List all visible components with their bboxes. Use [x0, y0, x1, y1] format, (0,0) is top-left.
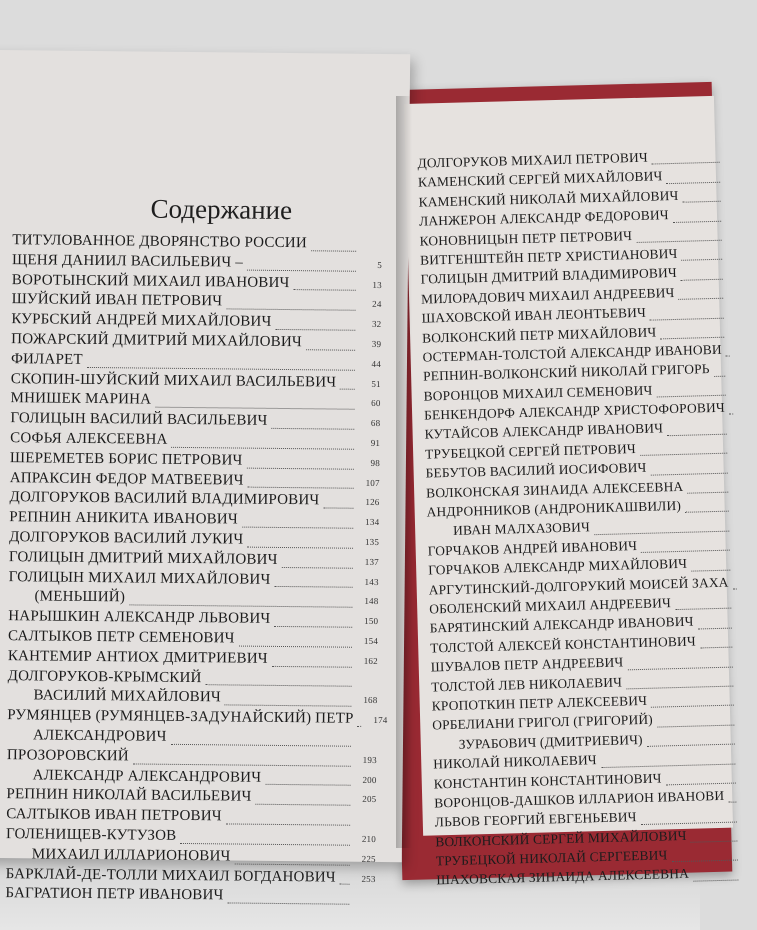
toc-page-number: 98: [370, 457, 380, 468]
toc-leader-dots: [627, 665, 732, 670]
toc-leader-dots: [255, 803, 350, 806]
toc-leader-dots: [594, 529, 729, 535]
toc-entry-title: ОРБЕЛИАНИ ГРИГОЛ (ГРИГОРИЙ): [432, 712, 654, 733]
toc-leader-dots: [698, 626, 732, 629]
toc-page-number: 91: [370, 437, 381, 448]
toc-leader-dots: [728, 801, 736, 803]
toc-entry-title: БАРЯТИНСКИЙ АЛЕКСАНДР ИВАНОВИЧ: [429, 613, 694, 636]
toc-entry-title: БЕБУТОВ ВАСИЛИЙ ИОСИФОВИЧ: [425, 460, 647, 481]
toc-entry-title: АЛЕКСАНДР АЛЕКСАНДРОВИЧ: [32, 766, 262, 786]
toc-left: [5, 232, 388, 909]
toc-page-number: 5: [377, 259, 383, 270]
toc-entry-title: ВОРОНЦОВ МИХАИЛ СЕМЕНОВИЧ: [423, 382, 653, 404]
toc-leader-dots: [87, 366, 355, 371]
toc-entry-title: КАМЕНСКИЙ СЕРГЕЙ МИХАЙЛОВИЧ: [417, 168, 663, 191]
toc-page-number: 51: [371, 378, 381, 389]
toc-leader-dots: [247, 268, 356, 271]
toc-entry-title: ГОЛИЦЫН ДМИТРИЙ МИХАЙЛОВИЧ: [8, 548, 278, 568]
toc-leader-dots: [311, 249, 356, 251]
toc-leader-dots: [272, 664, 352, 667]
toc-leader-dots: [666, 781, 736, 785]
toc-page-number: 39: [371, 338, 382, 350]
toc-leader-dots: [265, 783, 350, 786]
toc-entry-title: АПРАКСИН ФЕДОР МАТВЕЕВИЧ: [9, 469, 244, 489]
toc-entry-title: ШАХОВСКАЯ ЗИНАИДА АЛЕКСЕЕВНА: [436, 866, 690, 888]
toc-page-number: 154: [363, 635, 379, 646]
toc-leader-dots: [242, 526, 354, 529]
toc-entry-title: КОНОВНИЦЫН ПЕТР ПЕТРОВИЧ: [419, 227, 633, 249]
toc-page-number: 68: [370, 418, 381, 429]
toc-entry-title: ВОЛКОНСКИЙ СЕРГЕЙ МИХАЙЛОВИЧ: [435, 827, 687, 850]
toc-entry-title: БАГРАТИОН ПЕТР ИВАНОВИЧ: [5, 885, 224, 904]
toc-entry-title: КОНСТАНТИН КОНСТАНТИНОВИЧ: [433, 769, 662, 791]
toc-leader-dots: [660, 336, 724, 340]
toc-leader-dots: [657, 723, 734, 727]
toc-leader-dots: [714, 374, 725, 376]
toc-entry-title: КУРБСКИЙ АНДРЕЙ МИХАЙЛОВИЧ: [11, 311, 272, 331]
toc-leader-dots: [667, 433, 727, 437]
toc-entry-title: ТРУБЕЦКОЙ СЕРГЕЙ ПЕТРОВИЧ: [424, 440, 637, 462]
toc-entry-title: ДОЛГОРУКОВ ВАСИЛИЙ ВЛАДИМИРОВИЧ: [9, 489, 320, 509]
toc-entry-title: ЛЬВОВ ГЕОРГИЙ ЕВГЕНЬЕВИЧ: [434, 809, 637, 830]
toc-leader-dots: [293, 288, 355, 291]
toc-leader-dots: [155, 406, 354, 410]
toc-entry-title: БЕНКЕНДОРФ АЛЕКСАНДР ХРИСТОФОРОВИЧ: [423, 399, 725, 423]
toc-leader-dots: [206, 684, 352, 688]
toc-leader-dots: [275, 328, 355, 331]
toc-leader-dots: [227, 902, 349, 905]
toc-entry-title: ГОРЧАКОВ АЛЕКСАНДР МИХАЙЛОВИЧ: [428, 555, 688, 578]
toc-entry-title: НАРЫШКИН АЛЕКСАНДР ЛЬВОВИЧ: [8, 608, 271, 628]
toc-leader-dots: [693, 878, 738, 881]
toc-entry-title: ВАСИЛИЙ МИХАЙЛОВИЧ: [33, 687, 221, 706]
toc-page-number: 200: [362, 774, 377, 785]
toc-leader-dots: [626, 685, 733, 690]
toc-entry-title: ГОЛЕНИЩЕВ-КУТУЗОВ: [5, 826, 177, 844]
toc-entry-title: МНИШЕК МАРИНА: [10, 390, 152, 408]
toc-leader-dots: [650, 316, 724, 320]
toc-page-number: 174: [373, 715, 388, 726]
toc-leader-dots: [729, 413, 733, 415]
toc-entry-title: АНДРОННИКОВ (АНДРОНИКАШВИЛИ): [426, 497, 682, 520]
toc-entry-title: РЕПНИН НИКОЛАЙ ВАСИЛЬЕВИЧ: [6, 786, 252, 805]
toc-leader-dots: [641, 820, 737, 825]
toc-leader-dots: [651, 471, 728, 475]
toc-entry-title: ГОЛИЦЫН ДМИТРИЙ ВЛАДИМИРОВИЧ: [420, 265, 678, 287]
toc-entry-title: ВОЛКОНСКАЯ ЗИНАИДА АЛЕКСЕЕВНА: [425, 478, 684, 501]
toc-leader-dots: [700, 646, 732, 649]
toc-leader-dots: [675, 607, 731, 610]
toc-entry-title: ЗУРАБОВИЧ (ДМИТРИЕВИЧ): [458, 731, 643, 752]
toc-entry: [5, 885, 375, 909]
toc-entry-title: АЛЕКСАНДРОВИЧ: [32, 727, 167, 745]
toc-leader-dots: [172, 446, 355, 450]
toc-page-number: 13: [372, 279, 382, 290]
toc-entry-title: ОСТЕРМАН-ТОЛСТОЙ АЛЕКСАНДР ИВАНОВИ: [422, 341, 722, 365]
toc-leader-dots: [306, 348, 355, 351]
toc-page-number: 44: [371, 358, 382, 369]
toc-page-number: 210: [361, 833, 377, 844]
toc-entry-title: ПРОЗОРОВСКИЙ: [6, 746, 129, 765]
toc-leader-dots: [234, 862, 349, 865]
toc-leader-dots: [271, 427, 354, 430]
toc-entry-title: КАМЕНСКИЙ НИКОЛАЙ МИХАЙЛОВИЧ: [418, 187, 679, 210]
toc-leader-dots: [282, 566, 353, 569]
toc-leader-dots: [657, 394, 726, 398]
toc-page-number: 193: [362, 754, 377, 765]
toc-leader-dots: [679, 297, 724, 300]
toc-leader-dots: [133, 762, 351, 766]
toc-leader-dots: [225, 704, 352, 707]
toc-entry-title: АРГУТИНСКИЙ-ДОЛГОРУКИЙ МОИСЕЙ ЗАХА: [428, 574, 729, 598]
toc-leader-dots: [681, 277, 723, 280]
toc-leader-dots: [687, 491, 728, 494]
toc-leader-dots: [647, 743, 735, 747]
toc-entry-title: РЕПНИН-ВОЛКОНСКИЙ НИКОЛАЙ ГРИГОРЬ: [422, 361, 710, 384]
toc-entry-title: ЛАНЖЕРОН АЛЕКСАНДР ФЕДОРОВИЧ: [418, 207, 669, 229]
toc-entry-title: ВОРОТЫНСКИЙ МИХАИЛ ИВАНОВИЧ: [11, 271, 290, 291]
toc-entry-title: МИЛОРАДОВИЧ МИХАИЛ АНДРЕЕВИЧ: [420, 284, 675, 307]
toc-leader-dots: [226, 308, 355, 311]
toc-entry-title: САЛТЫКОВ ПЕТР СЕМЕНОВИЧ: [8, 628, 235, 647]
book-gutter: [396, 96, 412, 848]
toc-entry-title: ФИЛАРЕТ: [10, 350, 83, 368]
toc-page-number: 168: [363, 695, 378, 706]
toc-entry-title: РУМЯНЦЕВ (РУМЯНЦЕВ-ЗАДУНАЙСКИЙ) ПЕТР: [7, 707, 354, 727]
toc-leader-dots: [685, 510, 729, 513]
toc-right: [417, 147, 756, 892]
toc-page-number: 143: [364, 576, 379, 587]
toc-leader-dots: [651, 704, 734, 708]
toc-entry-title: ГОЛИЦЫН ВАСИЛИЙ ВАСИЛЬЕВИЧ: [10, 410, 268, 430]
left-page: [0, 50, 410, 904]
toc-leader-dots: [247, 545, 353, 548]
toc-page-number: 148: [364, 596, 379, 607]
toc-entry-title: ШЕРЕМЕТЕВ БОРИС ПЕТРОВИЧ: [9, 449, 243, 469]
toc-entry-title: ГОРЧАКОВ АНДРЕЙ ИВАНОВИЧ: [427, 537, 638, 559]
toc-entry-title: ШУВАЛОВ ПЕТР АНДРЕЕВИЧ: [430, 654, 624, 675]
toc-leader-dots: [248, 486, 354, 489]
toc-entry-title: (МЕНЬШИЙ): [34, 588, 126, 606]
toc-leader-dots: [733, 587, 737, 589]
toc-page-number: 126: [365, 497, 380, 508]
toc-entry-title: ТИТУЛОВАННОЕ ДВОРЯНСТВО РОССИИ: [12, 232, 307, 252]
toc-entry-title: КАНТЕМИР АНТИОХ ДМИТРИЕВИЧ: [7, 647, 268, 667]
toc-page-number: 150: [364, 615, 379, 627]
page-title: Содержание: [150, 193, 293, 226]
toc-entry-title: ДОЛГОРУКОВ-КРЫМСКИЙ: [7, 667, 202, 686]
toc-leader-dots: [726, 355, 730, 357]
toc-leader-dots: [274, 625, 352, 628]
toc-leader-dots: [667, 181, 721, 184]
toc-entry-title: САЛТЫКОВ ИВАН ПЕТРОВИЧ: [6, 806, 222, 825]
toc-leader-dots: [601, 762, 736, 768]
toc-entry-title: СКОПИН-ШУЙСКИЙ МИХАИЛ ВАСИЛЬЕВИЧ: [10, 370, 337, 391]
toc-entry-title: ВОРОНЦОВ-ДАШКОВ ИЛЛАРИОН ИВАНОВИ: [434, 787, 725, 811]
toc-entry-title: ВИТГЕНШТЕЙН ПЕТР ХРИСТИАНОВИЧ: [419, 245, 678, 268]
toc-leader-dots: [672, 859, 738, 863]
toc-entry-title: ОБОЛЕНСКИЙ МИХАИЛ АНДРЕЕВИЧ: [429, 595, 672, 617]
toc-leader-dots: [640, 452, 727, 456]
toc-page-number: 137: [364, 556, 379, 567]
toc-entry-title: ГОЛИЦЫН МИХАИЛ МИХАЙЛОВИЧ: [8, 568, 271, 588]
toc-leader-dots: [641, 549, 730, 553]
toc-entry-title: ШАХОВСКОЙ ИВАН ЛЕОНТЬЕВИЧ: [421, 304, 647, 326]
toc-entry-title: ТОЛСТОЙ АЛЕКСЕЙ КОНСТАНТИНОВИЧ: [430, 633, 696, 656]
toc-leader-dots: [129, 604, 352, 608]
toc-entry-title: ДОЛГОРУКОВ ВАСИЛИЙ ЛУКИЧ: [9, 529, 244, 548]
toc-entry-title: ТРУБЕЦКОЙ НИКОЛАЙ СЕРГЕЕВИЧ: [435, 847, 668, 869]
toc-entry-title: КУТАЙСОВ АЛЕКСАНДР ИВАНОВИЧ: [424, 420, 664, 443]
toc-leader-dots: [239, 644, 353, 647]
toc-entry-title: ДОЛГОРУКОВ МИХАИЛ ПЕТРОВИЧ: [417, 149, 648, 171]
toc-page-number: 162: [363, 655, 378, 666]
toc-page-number: 32: [371, 319, 382, 330]
toc-entry-title: КРОПОТКИН ПЕТР АЛЕКСЕЕВИЧ: [431, 692, 648, 714]
toc-leader-dots: [246, 466, 353, 469]
toc-leader-dots: [691, 568, 730, 571]
toc-page-number: 253: [361, 873, 376, 884]
toc-entry-title: СОФЬЯ АЛЕКСЕЕВНА: [10, 430, 168, 448]
toc-entry-title: ВОЛКОНСКИЙ ПЕТР МИХАЙЛОВИЧ: [421, 323, 657, 346]
toc-entry-title: РЕПНИН АНИКИТА ИВАНОВИЧ: [9, 509, 238, 528]
toc-leader-dots: [652, 161, 720, 165]
toc-entry-title: ЩЕНЯ ДАНИИЛ ВАСИЛЬЕВИЧ –: [11, 251, 244, 271]
toc-leader-dots: [683, 200, 721, 203]
toc-leader-dots: [357, 725, 361, 727]
toc-page-number: 134: [365, 517, 380, 528]
toc-page-number: 205: [362, 794, 377, 805]
toc-leader-dots: [340, 883, 350, 885]
toc-page-number: 135: [364, 536, 380, 547]
toc-entry-title: ПОЖАРСКИЙ ДМИТРИЙ МИХАЙЛОВИЧ: [11, 331, 302, 351]
toc-entry-title: МИХАИЛ ИЛЛАРИОНОВИЧ: [31, 846, 231, 865]
toc-leader-dots: [673, 219, 721, 222]
toc-leader-dots: [180, 842, 350, 846]
toc-leader-dots: [682, 258, 723, 261]
toc-entry-title: НИКОЛАЙ НИКОЛАЕВИЧ: [433, 752, 597, 772]
toc-leader-dots: [340, 388, 355, 390]
toc-page-number: 107: [365, 477, 380, 488]
toc-leader-dots: [226, 822, 350, 825]
toc-page-number: 24: [372, 299, 382, 310]
toc-entry-title: ТОЛСТОЙ ЛЕВ НИКОЛАЕВИЧ: [431, 674, 623, 695]
toc-entry-title: БАРКЛАЙ-ДЕ-ТОЛЛИ МИХАИЛ БОГДАНОВИЧ: [5, 865, 336, 886]
toc-page-number: 60: [371, 398, 381, 409]
toc-entry-title: ИВАН МАЛХАЗОВИЧ: [452, 519, 591, 539]
toc-leader-dots: [170, 743, 351, 747]
toc-leader-dots: [323, 507, 353, 509]
right-page: [404, 96, 733, 888]
toc-leader-dots: [691, 840, 738, 843]
toc-entry-title: ШУЙСКИЙ ИВАН ПЕТРОВИЧ: [11, 291, 223, 310]
toc-leader-dots: [274, 585, 352, 588]
toc-page-number: 225: [361, 853, 376, 864]
toc-leader-dots: [636, 239, 722, 243]
